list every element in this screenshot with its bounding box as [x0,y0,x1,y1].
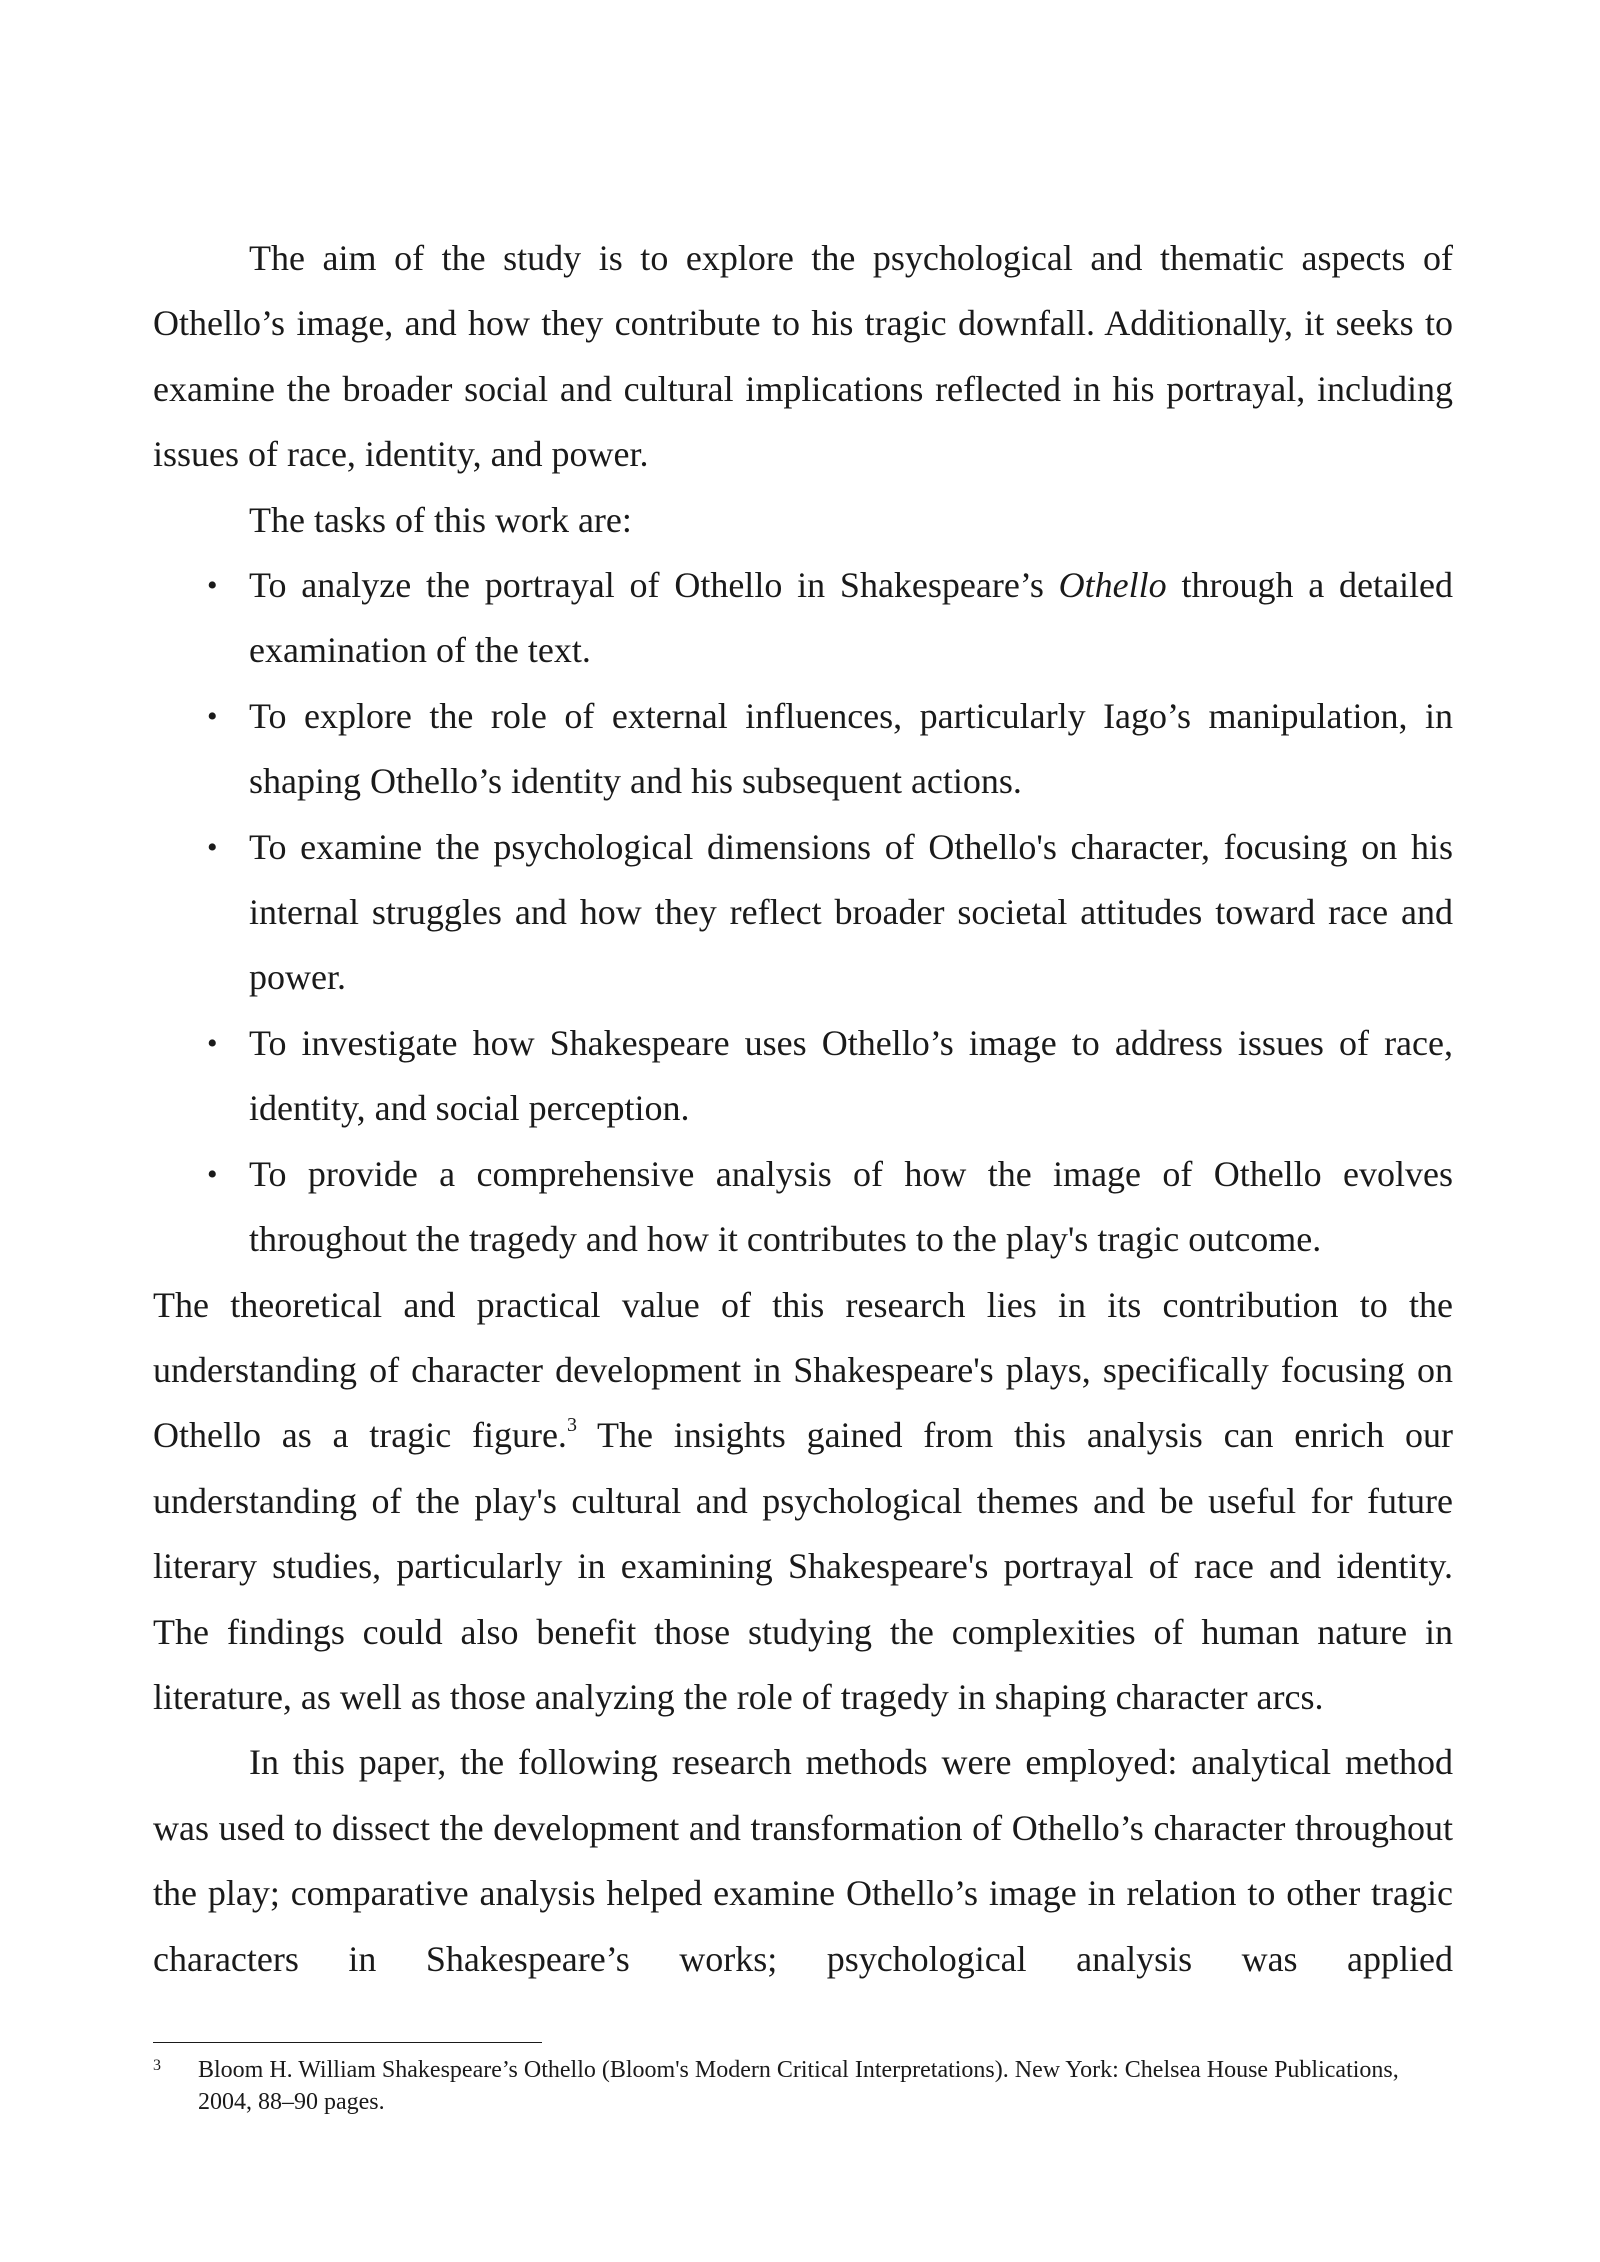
bullet-icon: • [207,830,218,864]
task-text: To provide a comprehensive analysis of how the image of Othello evolves throughout the tragedy and how it contributes to the play's tragic outcome. [249,1153,1453,1260]
list-item [207,815,1453,1011]
aim-paragraph: The aim of the study is to explore the psychological and thematic aspects of Othello’s image, and how they contribute to his tragic downfall. Additionally, it seeks to examine the broader social and cultural implications reflected in his portrayal, including issues of race, identity, and power. [153,238,1453,475]
value-paragraph [153,1273,1453,1731]
methods-paragraph: In this paper, the following research methods were employed: analytical method was used to dissect the development and transformation of Othello’s character throughout the play; comparative analysis helped examine Othello’s image in relation to other tragic characters in Shakespeare’s works; psychological analysis was applied [153,1742,1453,1979]
task-text: through a detailed examination of the text. [249,565,1453,671]
list-item [207,1142,1453,1273]
value-text: The theoretical and practical value of this research lies in its contribution to the understanding of character development in Shakespeare's plays, specifically focusing on Othello as a tragic figure. [153,1284,1453,1456]
body-text [153,226,1453,1992]
footnote-reference[interactable]: 3 [566,1414,577,1437]
bullet-icon: • [207,569,218,603]
footnote-number: 3 [153,2057,161,2074]
bullet-icon: • [207,1026,218,1060]
footnote-divider [153,2042,542,2043]
value-text-continued: The insights gained from this analysis can enrich our understanding of the play's cultural and psychological themes and be useful for future literary studies, particularly in examining Shakespeare's portrayal of race and identity. The findings could also benefit those studying the complexities of human nature in literature, as well as those analyzing the role of tragedy in shaping character arcs. [153,1415,1454,1717]
bullet-icon: • [207,699,218,733]
tasks-intro: The tasks of this work are: [249,499,632,540]
task-text: To explore the role of external influences, particularly Iago’s manipulation, in shaping Othello’s identity and his subsequent actions. [249,695,1453,802]
task-text: To analyze the portrayal of Othello in Shakespeare’s [249,565,1059,606]
play-title: Othello [1058,565,1167,606]
task-text: To investigate how Shakespeare uses Othello’s image to address issues of race, identity, and social perception. [249,1022,1453,1129]
bullet-icon: • [207,1157,218,1191]
list-item [207,1011,1453,1142]
list-item [207,553,1453,684]
list-item [207,684,1453,815]
footnote-text: Bloom H. William Shakespeare’s Othello (Bloom's Modern Critical Interpretations). New York: Chelsea House Publications, 2004, 88–90 pages. [198,2057,1399,2115]
task-text: To examine the psychological dimensions of Othello's character, focusing on his internal struggles and how they reflect broader societal attitudes toward race and power. [249,826,1453,998]
footnote [153,2054,1453,2118]
tasks-list [153,553,1453,1272]
